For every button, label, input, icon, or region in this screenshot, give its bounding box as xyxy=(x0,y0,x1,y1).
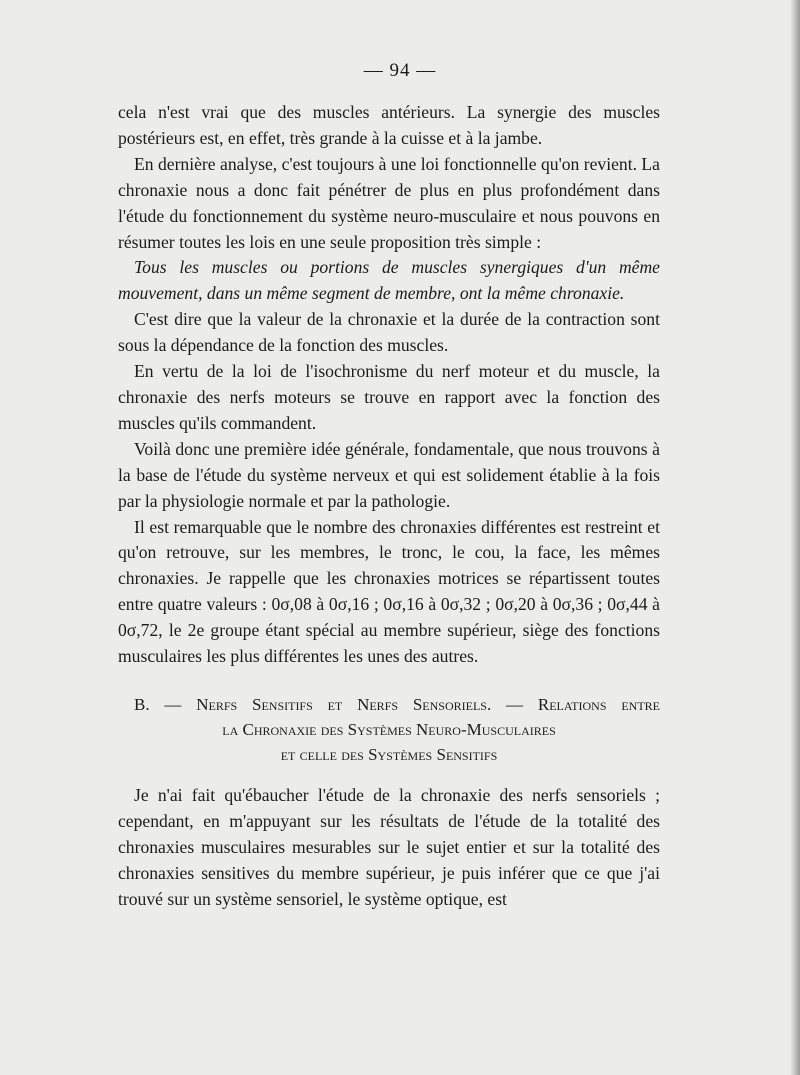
paragraph-8: Je n'ai fait qu'ébaucher l'étude de la chronaxie des nerfs sensoriels ; cependant, en m'appuyant sur les résultats de l'étude de la totalité des chronaxies musculaires mesurables sur le sujet entier et sur la totalité des chronaxies sensitives du membre supérieur, je puis inférer que ce que j'ai trouvé sur un système sensoriel, le système optique, est xyxy=(118,784,660,909)
paragraph-5: En vertu de la loi de l'isochronisme du nerf moteur et du muscle, la chronaxie des nerfs moteurs se trouve en rapport avec la fonction des muscles qu'ils commandent. xyxy=(118,361,660,433)
paragraph-7: Il est remarquable que le nombre des chronaxies différentes est restreint et qu'on retrouve, sur les membres, le tronc, le cou, la face, les mêmes chronaxies. Je rappelle que les chronaxies motrices se répartissent toutes entre quatre valeurs : 0σ,08 à 0σ,16 ; 0σ,16 à 0σ,32 ; 0σ,20 à 0σ,36 ; 0σ,44 à 0σ,72, le 2e groupe étant spécial au membre supérieur, siège des fonctions musculaires les plus différentes les unes des autres. xyxy=(118,516,660,667)
section-heading-line-1: B. — Nerfs Sensitifs et Nerfs Sensoriels. — Relations entre xyxy=(134,694,660,714)
paragraph-1: cela n'est vrai que des muscles antérieurs. La synergie des muscles postérieurs est, en effet, très grande à la cuisse et à la jambe. xyxy=(118,102,660,148)
section-heading-line-2: la Chronaxie des Systèmes Neuro-Musculaires xyxy=(222,719,556,739)
page-number: — 94 — xyxy=(363,60,437,81)
section-heading-line-3: et celle des Systèmes Sensitifs xyxy=(280,744,498,764)
page-edge-shadow xyxy=(790,0,800,1075)
paragraph-6: Voilà donc une première idée générale, fondamentale, que nous trouvons à la base de l'étude du système nerveux et qui est solidement établie à la fois par la physiologie normale et par la pathologie. xyxy=(118,438,660,511)
section-heading xyxy=(118,692,660,767)
body-text xyxy=(118,100,660,912)
paragraph-2: En dernière analyse, c'est toujours à une loi fonctionnelle qu'on revient. La chronaxie nous a donc fait pénétrer de plus en plus profondément dans l'étude du fonctionnement du système neuro-musculaire et nous pouvons en résumer toutes les lois en une seule proposition très simple : xyxy=(118,153,660,252)
paragraph-3-italic-law: Tous les muscles ou portions de muscles synergiques d'un même mouvement, dans un même segment de membre, ont la même chronaxie. xyxy=(118,257,660,304)
paragraph-4: C'est dire que la valeur de la chronaxie et la durée de la contraction sont sous la dépendance de la fonction des muscles. xyxy=(118,309,660,356)
